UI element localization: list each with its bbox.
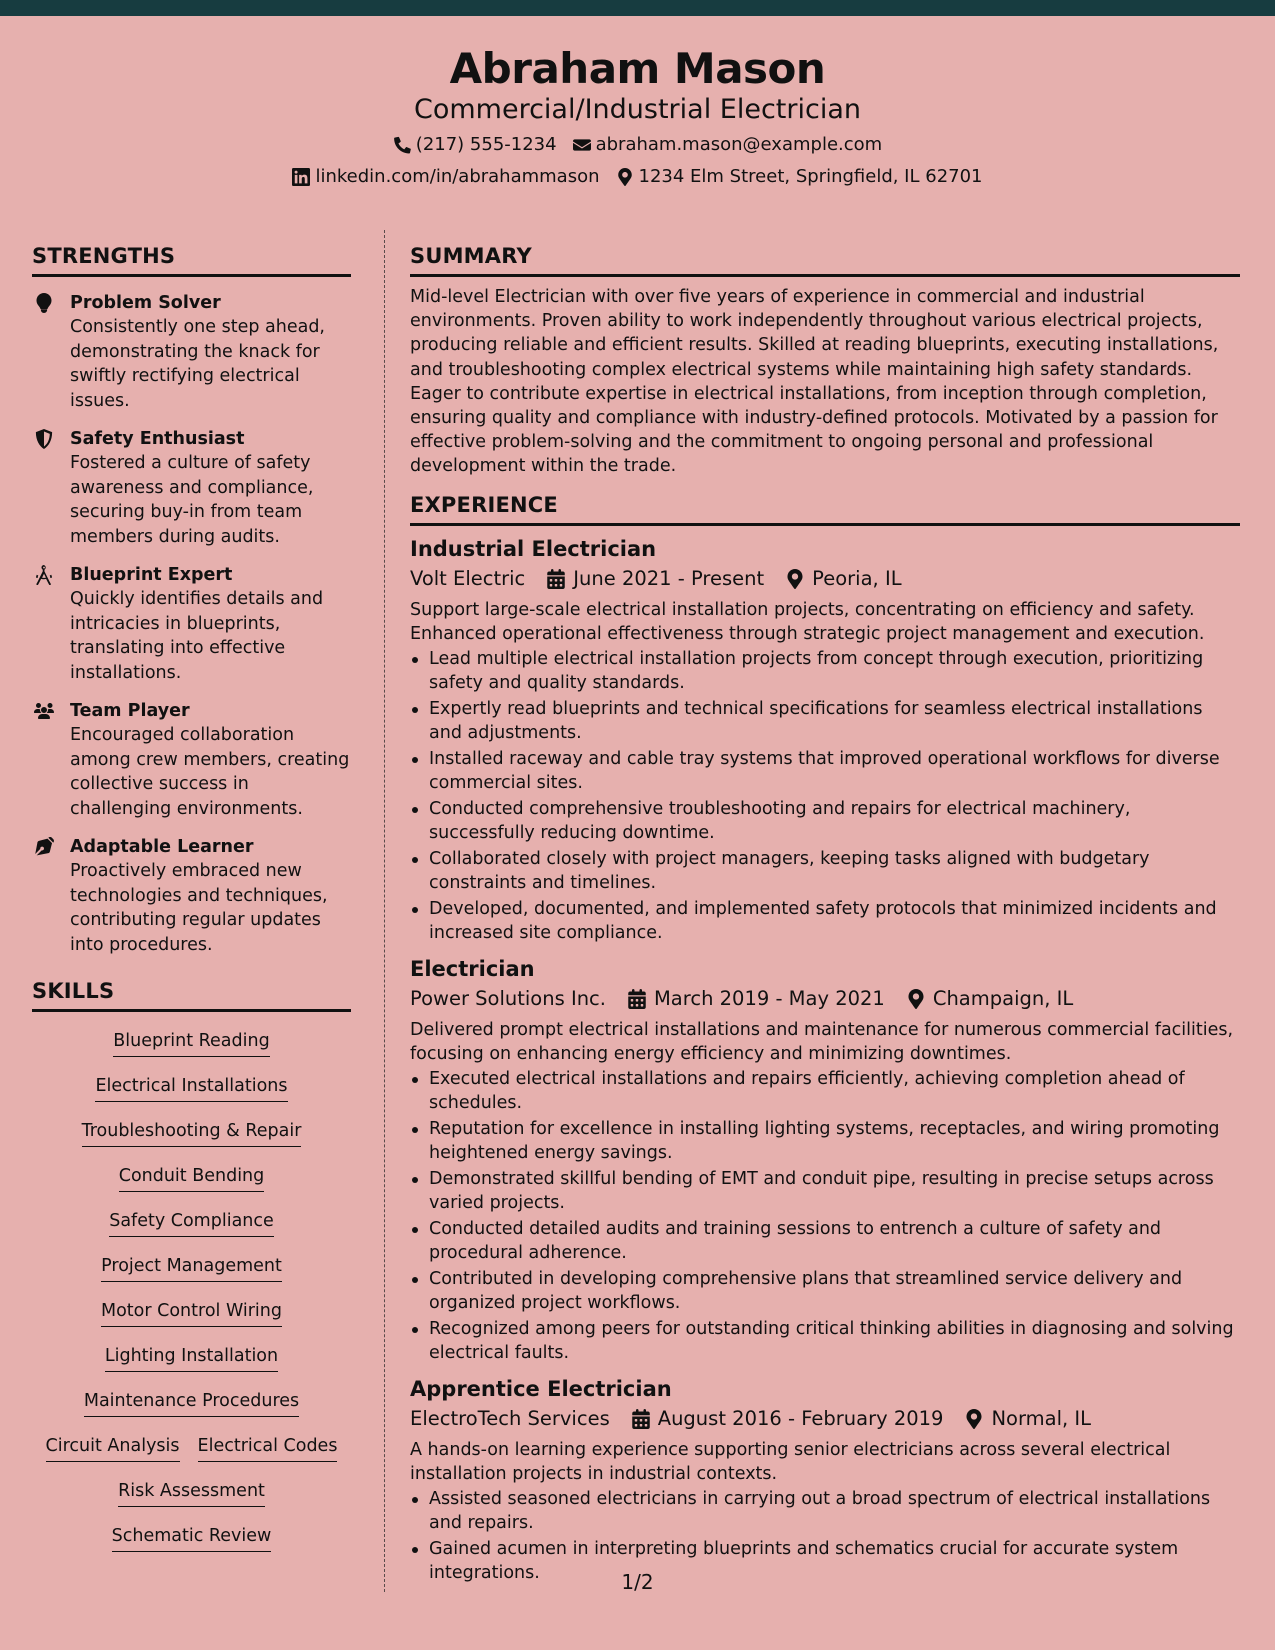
map-pin-icon — [616, 168, 634, 186]
strength-description: Consistently one step ahead, demonstrating the knack for swiftly rectifying electrical issues. — [70, 317, 325, 411]
skill-row — [113, 1018, 269, 1063]
calendar-icon — [628, 989, 646, 1009]
contact-row-2 — [0, 166, 1275, 187]
job-company: Power Solutions Inc. — [410, 986, 606, 1010]
job-location: Champaign, IL — [932, 986, 1074, 1010]
job-entry — [410, 1374, 1240, 1586]
skill-row — [95, 1063, 287, 1108]
envelope-icon — [573, 136, 591, 154]
map-pin-icon — [786, 569, 804, 589]
linkedin-text[interactable]: linkedin.com/in/abrahammason — [315, 166, 600, 187]
job-company: ElectroTech Services — [410, 1406, 610, 1430]
skill-row — [101, 1243, 282, 1288]
strength-item — [32, 291, 351, 413]
skill-tag: Maintenance Procedures — [84, 1390, 299, 1417]
job-entry — [410, 954, 1240, 1366]
strength-description: Quickly identifies details and intricacies in blueprints, translating into effective installations. — [70, 589, 324, 683]
bullet-item: Assisted seasoned electricians in carrying out a broad spectrum of electrical installations and repairs. — [410, 1487, 1240, 1536]
bullet-item: Gained acumen in interpreting blueprints and schematics crucial for accurate system integrations. — [410, 1537, 1240, 1586]
job-bullets — [410, 647, 1240, 946]
skill-tag: Electrical Codes — [198, 1435, 338, 1462]
skill-tag: Lighting Installation — [105, 1345, 278, 1372]
job-meta — [410, 984, 1240, 1014]
skill-tag: Project Management — [101, 1255, 282, 1282]
left-column — [32, 244, 351, 1558]
top-accent-bar — [0, 0, 1275, 16]
strength-title: Safety Enthusiast — [70, 429, 245, 449]
bullet-item: Executed electrical installations and repairs efficiently, achieving completion ahead of schedules. — [410, 1067, 1240, 1116]
phone-icon — [393, 136, 411, 154]
bullet-item: Recognized among peers for outstanding critical thinking abilities in diagnosing and solving electrical faults. — [410, 1317, 1240, 1366]
skill-tag: Schematic Review — [112, 1525, 272, 1552]
skill-row — [119, 1153, 265, 1198]
bullet-item: Lead multiple electrical installation projects from concept through execution, prioritizing safety and quality standards. — [410, 647, 1240, 696]
skill-tag: Circuit Analysis — [46, 1435, 180, 1462]
strength-title: Team Player — [70, 701, 190, 721]
skill-tag: Blueprint Reading — [113, 1030, 269, 1057]
skill-row — [112, 1513, 272, 1558]
users-icon — [34, 701, 54, 721]
summary-heading: SUMMARY — [410, 244, 1240, 277]
candidate-title: Commercial/Industrial Electrician — [413, 94, 861, 125]
compass-drafting-icon — [34, 565, 54, 585]
resume-header — [0, 16, 1275, 204]
job-title: Apprentice Electrician — [410, 1376, 672, 1401]
job-meta — [410, 1404, 1240, 1434]
phone-text[interactable]: (217) 555-1234 — [415, 134, 557, 155]
bullet-item: Developed, documented, and implemented safety protocols that minimized incidents and increased site compliance. — [410, 897, 1240, 946]
job-company: Volt Electric — [410, 566, 526, 590]
map-pin-icon — [965, 1409, 983, 1429]
job-bullets — [410, 1067, 1240, 1366]
skill-row — [101, 1288, 282, 1333]
bullet-item: Contributed in developing comprehensive plans that streamlined service delivery and organized project workflows. — [410, 1267, 1240, 1316]
job-title: Industrial Electrician — [410, 536, 657, 561]
job-description: Delivered prompt electrical installations and maintenance for numerous commercial facilities, focusing on enhancing energy efficiency and minimizing downtimes. — [410, 1019, 1234, 1065]
bullet-item: Collaborated closely with project managers, keeping tasks aligned with budgetary constraints and timelines. — [410, 847, 1240, 896]
strength-title: Blueprint Expert — [70, 565, 233, 585]
right-column — [410, 244, 1240, 1587]
skill-row — [105, 1333, 278, 1378]
page-number: 1/2 — [621, 1570, 654, 1594]
address-text: 1234 Elm Street, Springfield, IL 62701 — [638, 166, 983, 187]
skills-list — [32, 1018, 351, 1558]
strength-item — [32, 835, 351, 957]
lightbulb-icon — [34, 293, 54, 313]
skill-tag: Electrical Installations — [95, 1075, 287, 1102]
job-location: Peoria, IL — [812, 566, 902, 590]
strength-description: Encouraged collaboration among crew members, creating collective success in challenging environments. — [70, 725, 350, 819]
job-description: A hands-on learning experience supporting senior electricians across several electrical installation projects in industrial contexts. — [410, 1439, 1171, 1485]
strengths-heading: STRENGTHS — [32, 244, 351, 277]
map-pin-icon — [907, 989, 925, 1009]
job-description: Support large-scale electrical installation projects, concentrating on efficiency and safety. Enhanced operational effectiveness through strategic project management and execution. — [410, 599, 1205, 645]
calendar-icon — [632, 1409, 650, 1429]
email-contact — [573, 134, 883, 155]
bullet-item: Reputation for excellence in installing lighting systems, receptacles, and wiring promoting heightened energy savings. — [410, 1117, 1240, 1166]
job-location: Normal, IL — [991, 1406, 1092, 1430]
job-entry — [410, 534, 1240, 946]
strength-item — [32, 427, 351, 549]
skills-heading: SKILLS — [32, 979, 351, 1012]
job-dates: August 2016 - February 2019 — [657, 1406, 944, 1430]
linkedin-contact — [292, 166, 599, 187]
skill-tag: Safety Compliance — [109, 1210, 274, 1237]
calendar-icon — [547, 569, 565, 589]
job-dates: June 2021 - Present — [573, 566, 765, 590]
summary-text: Mid-level Electrician with over five years of experience in commercial and industrial environments. Proven ability to work independently throughout various electrical projects, producing reliable and efficient results. Skilled at reading blueprints, executing installations, and troubleshooting complex electrical systems while maintaining high safety standards. Eager to contribute expertise in electrical installations, from inception through completion, ensuring quality and compliance with industry-defined protocols. Motivated by a passion for effective problem-solving and the commitment to ongoing personal and professional development within the trade. — [410, 287, 1219, 477]
skill-tag: Risk Assessment — [118, 1480, 265, 1507]
skill-row — [46, 1423, 338, 1468]
bullet-item: Conducted comprehensive troubleshooting and repairs for electrical machinery, successfully reducing downtime. — [410, 797, 1240, 846]
candidate-name: Abraham Mason — [449, 44, 826, 93]
strength-title: Adaptable Learner — [70, 837, 254, 857]
strength-item — [32, 699, 351, 821]
linkedin-icon — [292, 168, 310, 186]
strength-item — [32, 563, 351, 685]
skill-row — [82, 1108, 302, 1153]
job-title: Electrician — [410, 956, 535, 981]
skill-row — [109, 1198, 274, 1243]
shield-icon — [34, 429, 54, 449]
pen-nib-icon — [34, 837, 54, 857]
bullet-item: Expertly read blueprints and technical specifications for seamless electrical installations and adjustments. — [410, 697, 1240, 746]
skill-tag: Conduit Bending — [119, 1165, 265, 1192]
address-contact — [616, 166, 983, 187]
skill-tag: Motor Control Wiring — [101, 1300, 282, 1327]
bullet-item: Conducted detailed audits and training sessions to entrench a culture of safety and procedural adherence. — [410, 1217, 1240, 1266]
phone-contact — [393, 134, 557, 155]
column-divider — [384, 230, 385, 1592]
experience-heading: EXPERIENCE — [410, 493, 1240, 526]
strength-description: Proactively embraced new technologies and techniques, contributing regular updates into procedures. — [70, 861, 328, 955]
contact-row-1 — [0, 134, 1275, 155]
bullet-item: Demonstrated skillful bending of EMT and conduit pipe, resulting in precise setups across varied projects. — [410, 1167, 1240, 1216]
strength-description: Fostered a culture of safety awareness and compliance, securing buy-in from team members during audits. — [70, 453, 314, 547]
job-dates: March 2019 - May 2021 — [653, 986, 885, 1010]
job-meta — [410, 564, 1240, 594]
strength-title: Problem Solver — [70, 293, 221, 313]
skill-tag: Troubleshooting & Repair — [82, 1120, 302, 1147]
skill-row — [84, 1378, 299, 1423]
email-text[interactable]: abraham.mason@example.com — [595, 134, 883, 155]
skill-row — [118, 1468, 265, 1513]
bullet-item: Installed raceway and cable tray systems that improved operational workflows for diverse commercial sites. — [410, 747, 1240, 796]
